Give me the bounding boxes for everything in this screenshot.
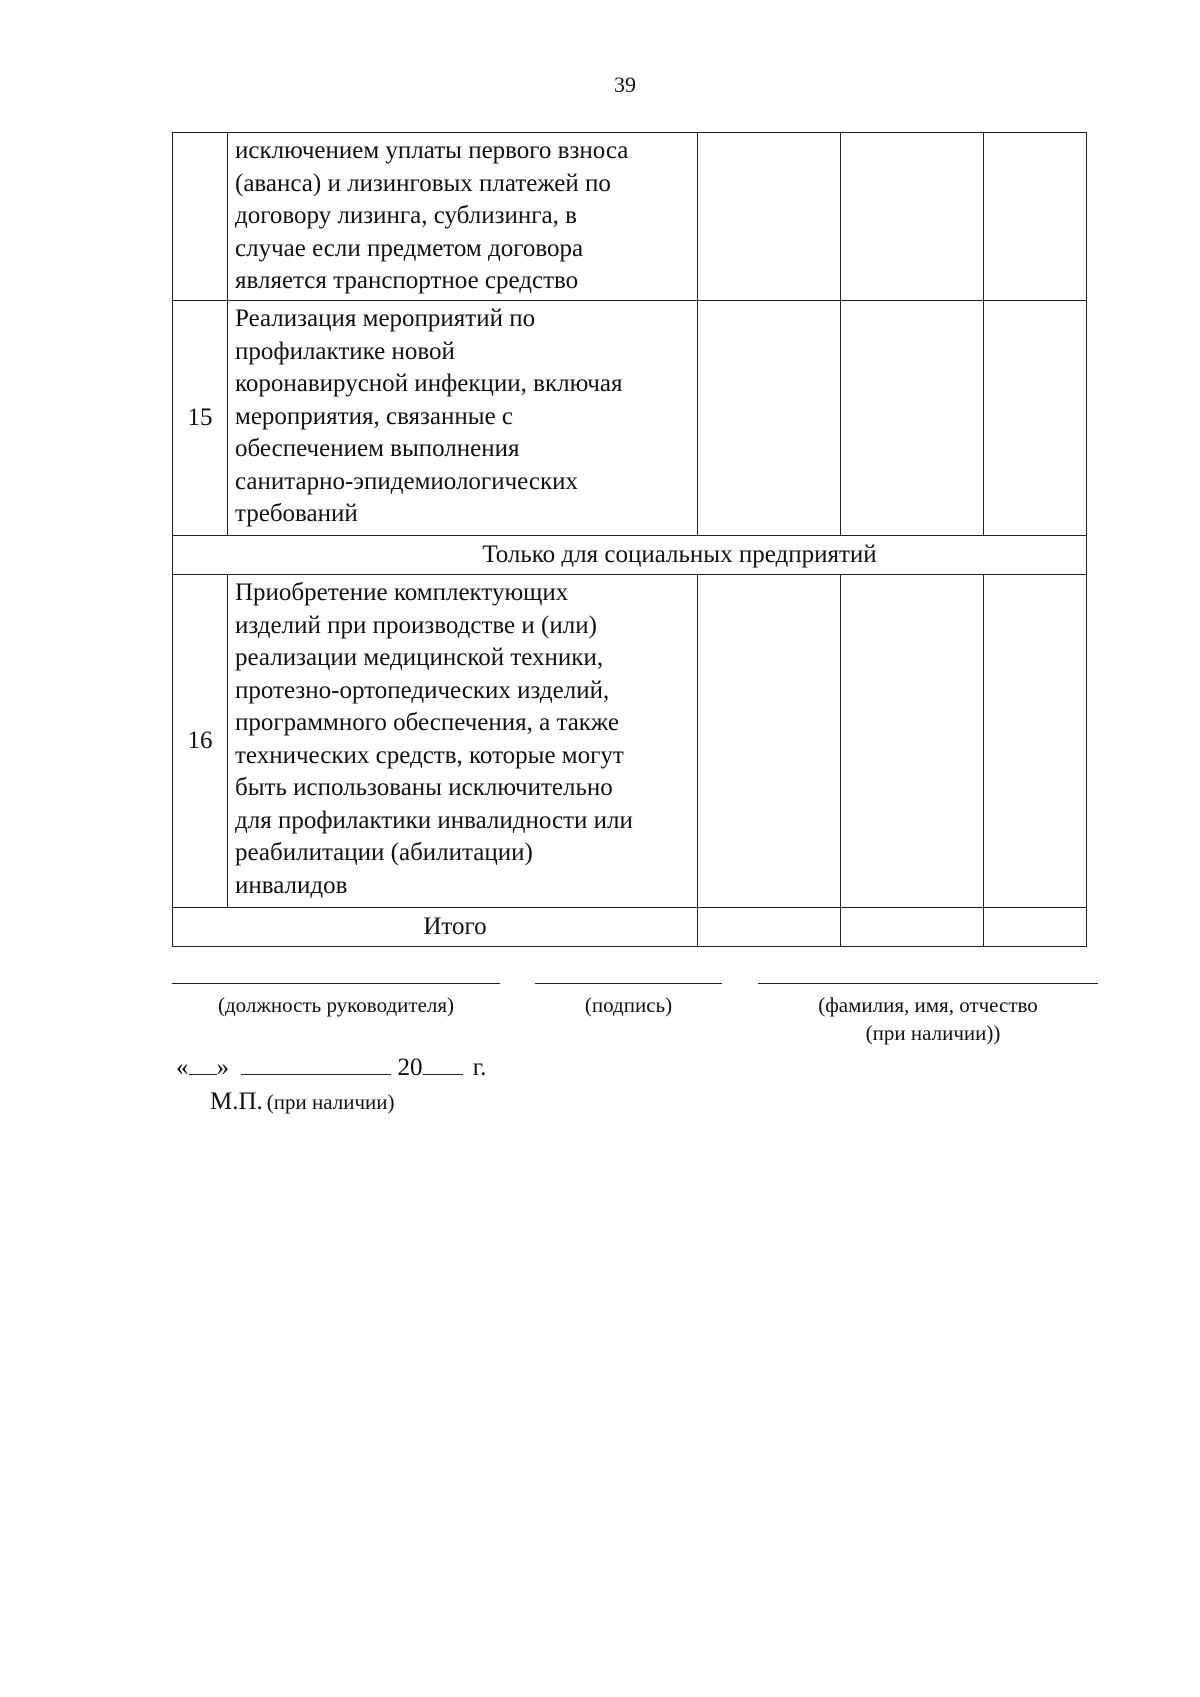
name-caption-line: (фамилия, имя, отчество xyxy=(818,993,1038,1017)
total-value-cell xyxy=(698,908,841,947)
date-line xyxy=(176,1052,486,1082)
value-cell xyxy=(698,301,841,536)
value-cell xyxy=(984,133,1087,301)
description-line: технических средств, которые могут xyxy=(235,741,624,769)
expenses-table xyxy=(172,132,1087,947)
year-prefix: 20 xyxy=(397,1054,423,1081)
description-line: Реализация мероприятий по xyxy=(235,305,536,332)
description-line: случае если предметом договора xyxy=(235,234,584,262)
section-heading-text: Только для социальных предприятий xyxy=(482,540,877,568)
description-line: является транспортное средство xyxy=(235,267,579,294)
description-line: реабилитации (абилитации) xyxy=(235,839,533,866)
description-line: профилактике новой xyxy=(235,337,455,365)
month-blank xyxy=(241,1052,391,1075)
value-cell xyxy=(841,301,984,536)
total-value-cell xyxy=(841,908,984,947)
row-number xyxy=(173,133,228,301)
total-label xyxy=(173,908,698,947)
description-line: инвалидов xyxy=(235,871,348,899)
name-signature-line xyxy=(758,983,1098,984)
description-line: реализации медицинской техники, xyxy=(235,644,604,671)
row-number: 15 xyxy=(173,301,228,536)
row-description xyxy=(228,133,698,301)
total-value-cell xyxy=(984,908,1087,947)
description-line: мероприятия, связанные с xyxy=(235,402,514,430)
row-description xyxy=(228,301,698,536)
description-line: исключением уплаты первого взноса xyxy=(235,137,629,164)
description-line: изделий при производстве и (или) xyxy=(235,611,597,639)
description-line: для профилактики инвалидности или xyxy=(235,806,633,834)
table-row-16 xyxy=(173,575,1087,908)
description-line: санитарно-эпидемиологических xyxy=(235,467,578,495)
row-number: 16 xyxy=(173,575,228,908)
value-cell xyxy=(698,133,841,301)
description-line: Приобретение комплектующих xyxy=(235,579,569,606)
year-blank xyxy=(423,1052,463,1075)
open-quote: « xyxy=(176,1054,189,1081)
year-suffix: г. xyxy=(472,1054,487,1081)
description-line: (аванса) и лизинговых платежей по xyxy=(235,169,611,197)
description-line: требований xyxy=(235,500,358,527)
row-description xyxy=(228,575,698,908)
description-line: протезно-ортопедических изделий, xyxy=(235,676,610,704)
total-label-text: Итого xyxy=(423,912,487,940)
table-total-row xyxy=(173,908,1087,947)
table-section-row xyxy=(173,536,1087,575)
name-caption xyxy=(758,991,1098,1047)
table-row-15 xyxy=(173,301,1087,536)
description-line: договору лизинга, сублизинга, в xyxy=(235,202,577,229)
position-signature-line xyxy=(172,983,500,984)
name-caption-line: (при наличии)) xyxy=(865,1021,1001,1045)
day-blank xyxy=(189,1052,217,1075)
description-line: обеспечением выполнения xyxy=(235,435,520,462)
page-number: 39 xyxy=(614,72,636,97)
description-line: коронавирусной инфекции, включая xyxy=(235,370,623,397)
stamp-label: М.П. xyxy=(210,1088,263,1115)
position-caption: (должность руководителя) xyxy=(217,993,455,1017)
signature-caption: (подпись) xyxy=(584,993,673,1017)
value-cell xyxy=(841,133,984,301)
signature-line xyxy=(535,983,722,984)
value-cell xyxy=(984,301,1087,536)
section-heading xyxy=(173,536,1087,575)
value-cell xyxy=(841,575,984,908)
description-line: быть использованы исключительно xyxy=(235,774,613,801)
close-quote: » xyxy=(216,1054,229,1081)
value-cell xyxy=(984,575,1087,908)
table-row-continuation xyxy=(173,133,1087,301)
stamp-line xyxy=(210,1088,395,1116)
stamp-note: (при наличии) xyxy=(266,1090,395,1114)
value-cell xyxy=(698,575,841,908)
description-line: программного обеспечения, а также xyxy=(235,709,619,736)
